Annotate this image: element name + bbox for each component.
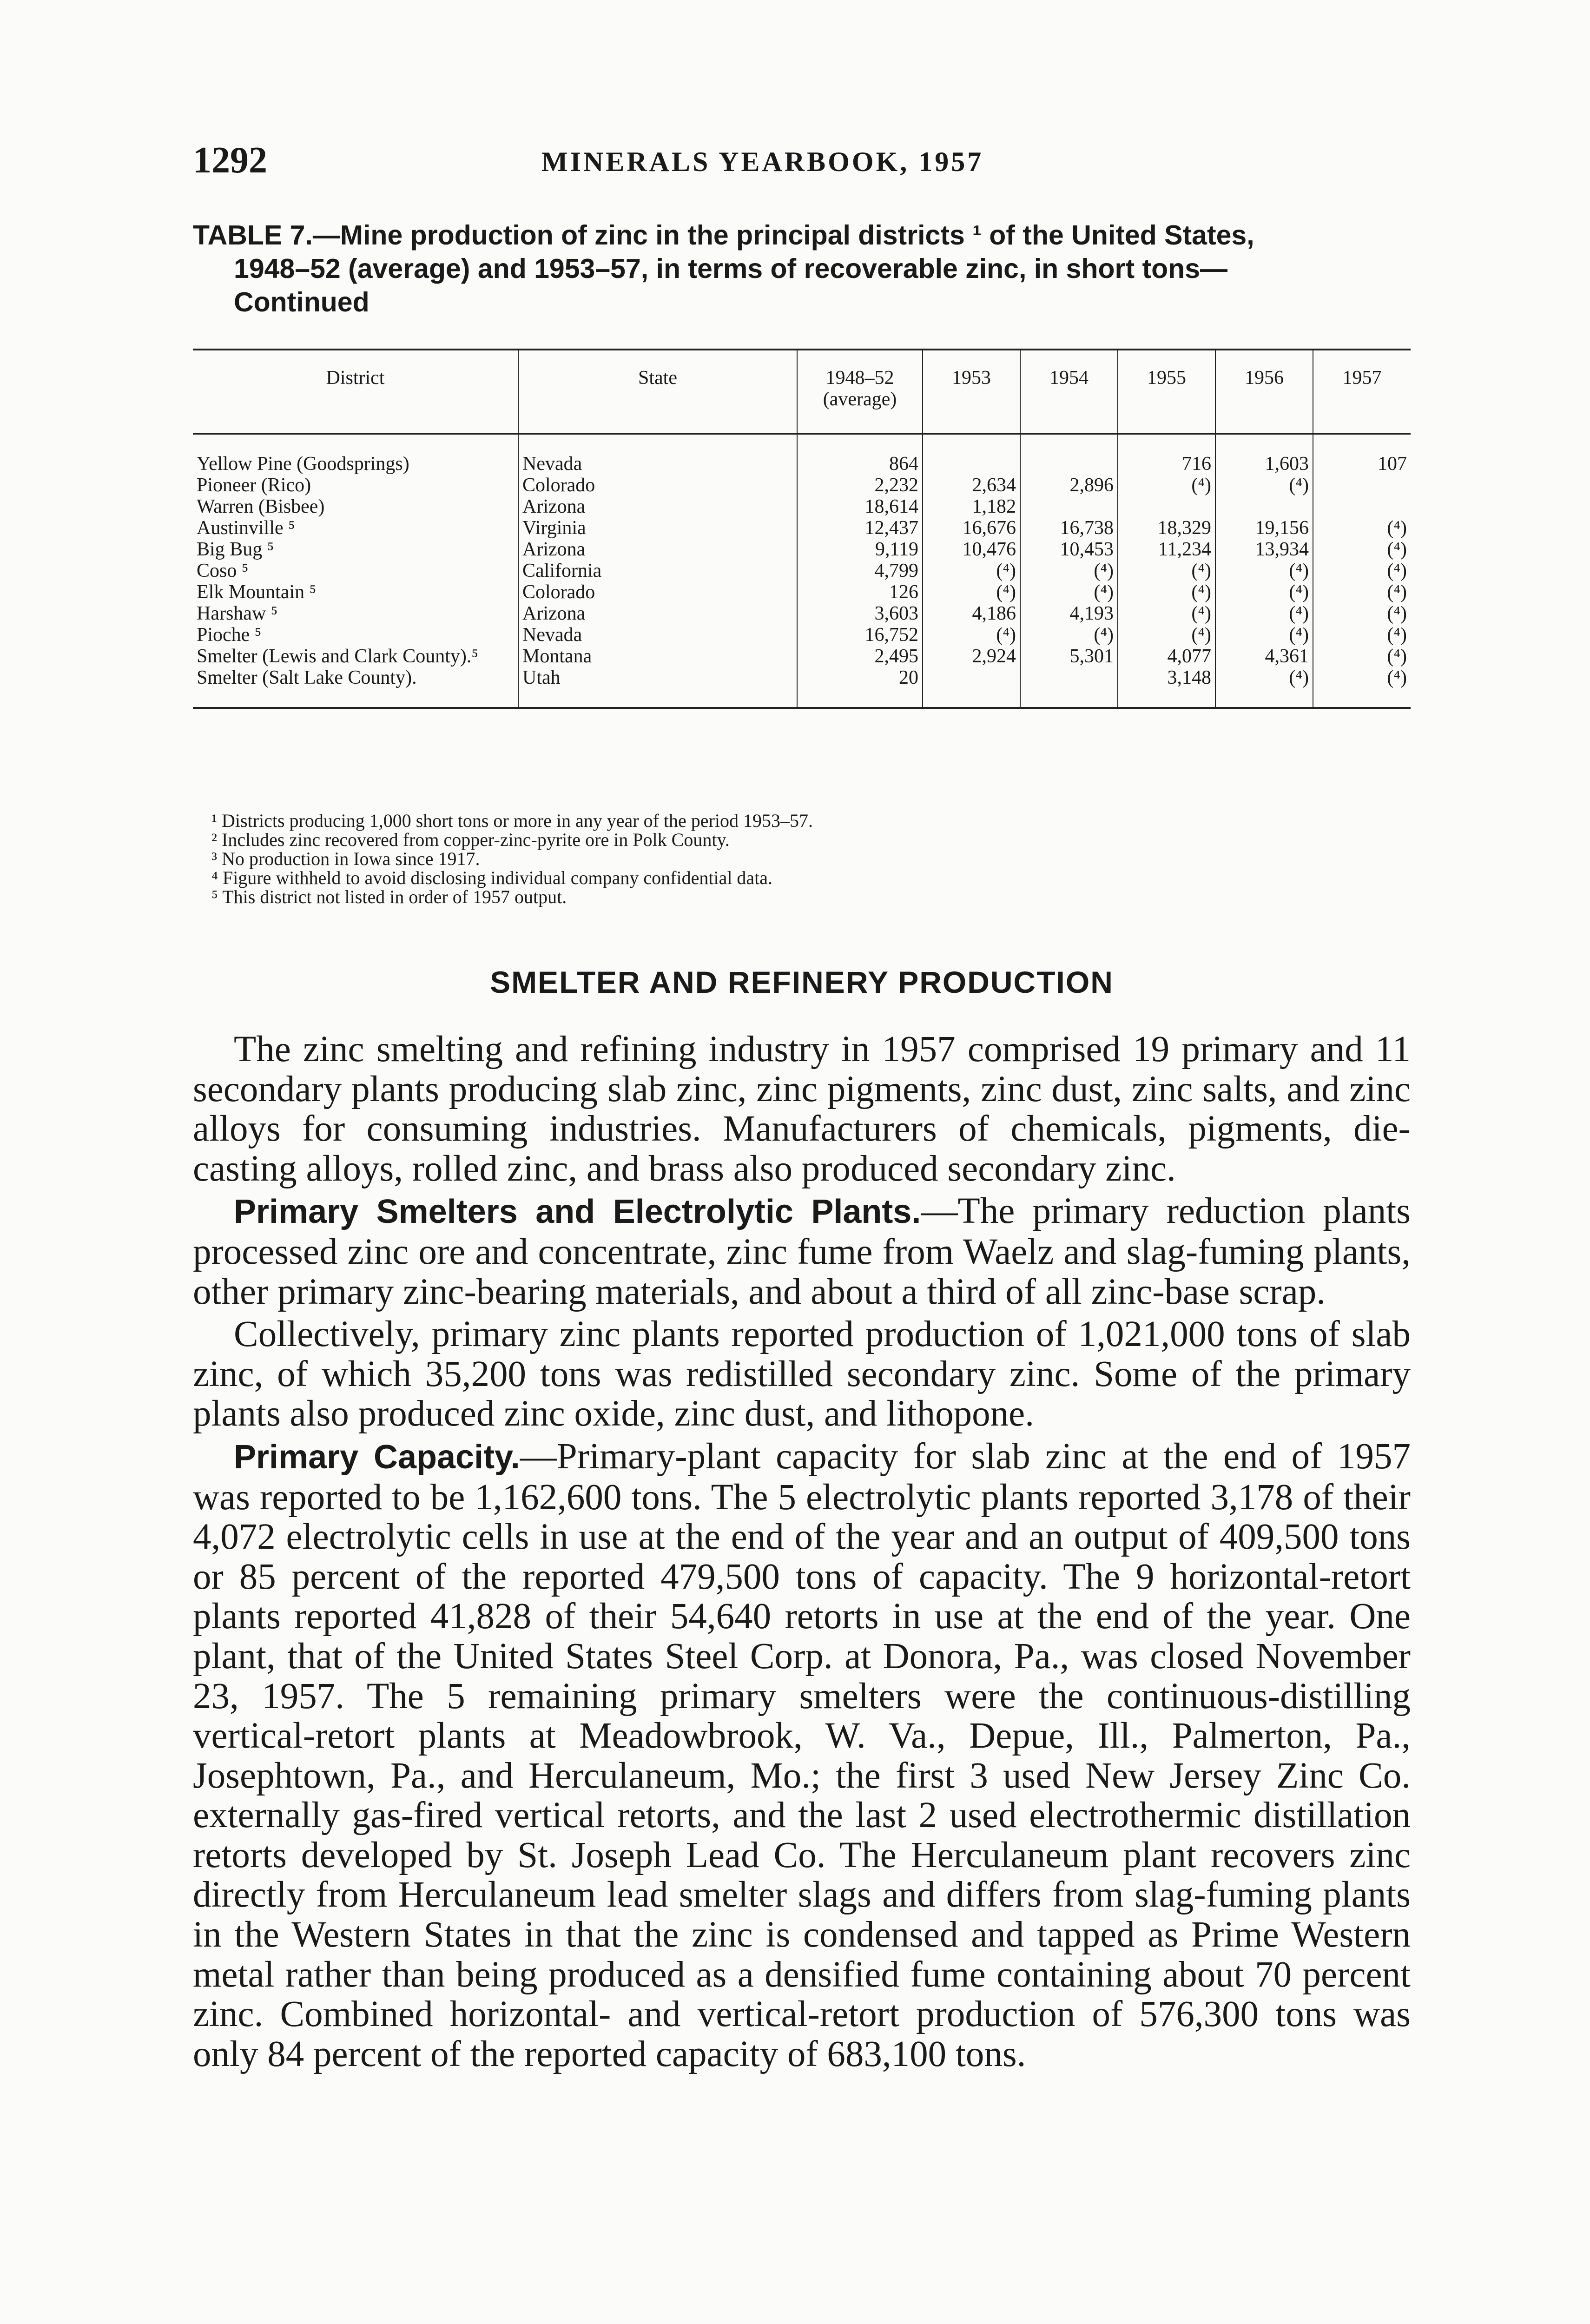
value-cell — [1313, 496, 1411, 517]
paragraph: Collectively, primary zinc plants reported production of 1,021,000 tons of slab zinc, of which 35,200 tons was redistilled secondary zinc. Some of the primary plants also produced zinc oxide, zinc dust, and lithopone. — [193, 1314, 1411, 1434]
value-cell: 16,752 — [797, 624, 923, 646]
value-cell: (⁴) — [1215, 475, 1313, 496]
column-header: 1948–52 (average) — [797, 350, 923, 434]
value-cell: (⁴) — [1313, 539, 1411, 560]
column-header: District — [326, 367, 385, 389]
paragraph — [193, 1191, 1411, 1312]
state-cell: Arizona — [518, 603, 797, 624]
value-cell: 3,603 — [797, 603, 923, 624]
value-cell: (⁴) — [1118, 603, 1215, 624]
value-cell: 16,738 — [1020, 517, 1118, 539]
zinc-production-table — [193, 349, 1411, 709]
district-cell: Pioche ⁵ — [197, 624, 262, 646]
value-cell: (⁴) — [1313, 667, 1411, 708]
value-cell: 16,676 — [923, 517, 1020, 539]
value-cell: 9,119 — [797, 539, 923, 560]
column-header: 1953 — [923, 350, 1020, 434]
state-cell: Arizona — [518, 539, 797, 560]
table-row — [193, 560, 1411, 581]
footnote: ⁴ Figure withheld to avoid disclosing individual company confidential data. — [211, 867, 773, 888]
state-cell: Colorado — [518, 581, 797, 603]
value-cell: 18,614 — [797, 496, 923, 517]
value-cell: (⁴) — [1313, 517, 1411, 539]
value-cell: (⁴) — [1118, 624, 1215, 646]
column-header: State — [518, 350, 797, 434]
value-cell: 126 — [797, 581, 923, 603]
page-header — [193, 139, 1411, 191]
value-cell: (⁴) — [1215, 560, 1313, 581]
value-cell: 4,193 — [1020, 603, 1118, 624]
table-row — [193, 434, 1411, 475]
value-cell: 2,896 — [1020, 475, 1118, 496]
value-cell: (⁴) — [1313, 646, 1411, 667]
column-header: 1954 — [1020, 350, 1118, 434]
value-cell: (⁴) — [1215, 624, 1313, 646]
district-cell: Big Bug ⁵ — [197, 539, 274, 560]
value-cell: 11,234 — [1118, 539, 1215, 560]
value-cell: 18,329 — [1118, 517, 1215, 539]
state-cell: Montana — [518, 646, 797, 667]
value-cell: (⁴) — [1118, 581, 1215, 603]
value-cell: (⁴) — [1020, 624, 1118, 646]
value-cell: (⁴) — [1313, 581, 1411, 603]
value-cell — [923, 667, 1020, 708]
value-cell: 10,453 — [1020, 539, 1118, 560]
value-cell: (⁴) — [1215, 603, 1313, 624]
value-cell: 716 — [1118, 434, 1215, 475]
value-cell: (⁴) — [923, 560, 1020, 581]
table-row — [193, 581, 1411, 603]
table-row — [193, 539, 1411, 560]
value-cell — [1020, 496, 1118, 517]
value-cell: 20 — [797, 667, 923, 708]
value-cell: 864 — [797, 434, 923, 475]
table-body — [193, 434, 1411, 708]
state-cell: Utah — [518, 667, 797, 708]
table-caption-line-1: TABLE 7.—Mine production of zinc in the principal districts ¹ of the United States, — [193, 220, 1254, 251]
value-cell: 13,934 — [1215, 539, 1313, 560]
table-row — [193, 603, 1411, 624]
value-cell: 4,361 — [1215, 646, 1313, 667]
district-cell: Yellow Pine (Goodsprings) — [197, 453, 409, 475]
table-header-row — [193, 350, 1411, 434]
state-cell: Colorado — [518, 475, 797, 496]
value-cell: 2,232 — [797, 475, 923, 496]
table-caption-line-2: 1948–52 (average) and 1953–57, in terms of recoverable zinc, in short tons— — [234, 253, 1228, 284]
paragraph: The zinc smelting and refining industry in 1957 comprised 19 primary and 11 secondary plants producing slab zinc, zinc pigments, zinc dust, zinc salts, and zinc alloys for consuming industries. Manufacturers of chemicals, pigments, die-casting alloys, rolled zinc, and brass also produced secondary zinc. — [193, 1029, 1411, 1189]
table-caption-line-3: Continued — [234, 287, 369, 317]
running-head: MINERALS YEARBOOK, 1957 — [541, 146, 984, 177]
table-row — [193, 475, 1411, 496]
table-row — [193, 624, 1411, 646]
value-cell: (⁴) — [1215, 581, 1313, 603]
value-cell: (⁴) — [1020, 581, 1118, 603]
value-cell: (⁴) — [1118, 475, 1215, 496]
value-cell: (⁴) — [1313, 560, 1411, 581]
value-cell: 4,077 — [1118, 646, 1215, 667]
footnote: ² Includes zinc recovered from copper-zinc-pyrite ore in Polk County. — [211, 829, 730, 850]
table-row — [193, 646, 1411, 667]
paragraph-text: —The primary reduction plants processed zinc ore and concentrate, zinc fume from Waelz and slag-fuming plants, other primary zinc-bearing materials, and about a third of all zinc-base scrap. — [193, 1191, 1411, 1312]
table-row — [193, 517, 1411, 539]
district-cell: Elk Mountain ⁵ — [197, 581, 317, 603]
table-row — [193, 667, 1411, 708]
value-cell: (⁴) — [1118, 560, 1215, 581]
district-cell: Harshaw ⁵ — [197, 603, 278, 624]
value-cell: 5,301 — [1020, 646, 1118, 667]
value-cell: 4,186 — [923, 603, 1020, 624]
value-cell — [1020, 667, 1118, 708]
value-cell — [1118, 496, 1215, 517]
district-cell: Coso ⁵ — [197, 560, 249, 581]
state-cell: Nevada — [518, 434, 797, 475]
table-row — [193, 496, 1411, 517]
value-cell: (⁴) — [1020, 560, 1118, 581]
value-cell: 3,148 — [1118, 667, 1215, 708]
column-header: 1955 — [1118, 350, 1215, 434]
value-cell: (⁴) — [1215, 667, 1313, 708]
body-text — [193, 1030, 1411, 2077]
value-cell: 2,495 — [797, 646, 923, 667]
value-cell: (⁴) — [923, 581, 1020, 603]
value-cell: (⁴) — [1313, 624, 1411, 646]
value-cell: 1,603 — [1215, 434, 1313, 475]
value-cell: 2,924 — [923, 646, 1020, 667]
section-title: SMELTER AND REFINERY PRODUCTION — [490, 965, 1114, 999]
value-cell: 12,437 — [797, 517, 923, 539]
value-cell — [1313, 475, 1411, 496]
value-cell — [923, 434, 1020, 475]
footnote: ⁵ This district not listed in order of 1957 output. — [211, 886, 567, 907]
value-cell: 4,799 — [797, 560, 923, 581]
district-cell: Smelter (Lewis and Clark County).⁵ — [197, 646, 479, 667]
district-cell: Smelter (Salt Lake County). — [197, 667, 417, 688]
page-number: 1292 — [193, 140, 267, 181]
district-cell: Warren (Bisbee) — [197, 496, 325, 517]
value-cell: 10,476 — [923, 539, 1020, 560]
value-cell: 107 — [1313, 434, 1411, 475]
column-header: 1957 — [1313, 350, 1411, 434]
footnote: ¹ Districts producing 1,000 short tons or more in any year of the period 1953–57. — [211, 810, 813, 831]
paragraph — [193, 1437, 1411, 2074]
state-cell: California — [518, 560, 797, 581]
value-cell: 1,182 — [923, 496, 1020, 517]
district-cell: Austinville ⁵ — [197, 517, 295, 539]
footnote: ³ No production in Iowa since 1917. — [211, 848, 480, 869]
district-cell: Pioneer (Rico) — [197, 475, 311, 496]
value-cell — [1215, 496, 1313, 517]
value-cell: (⁴) — [1313, 603, 1411, 624]
value-cell: (⁴) — [923, 624, 1020, 646]
table-caption — [193, 218, 1411, 319]
paragraph-lead: Primary Smelters and Electrolytic Plants. — [234, 1193, 921, 1231]
state-cell: Virginia — [518, 517, 797, 539]
value-cell: 2,634 — [923, 475, 1020, 496]
state-cell: Arizona — [518, 496, 797, 517]
paragraph-lead: Primary Capacity. — [234, 1438, 520, 1476]
state-cell: Nevada — [518, 624, 797, 646]
value-cell: 19,156 — [1215, 517, 1313, 539]
table-footnotes — [211, 811, 1411, 906]
paragraph-text: —Primary-plant capacity for slab zinc at the end of 1957 was reported to be 1,162,600 tons. The 5 electrolytic plants reported 3,178 of their 4,072 electrolytic cells in use at the end of the year and an output of 409,500 tons or 85 percent of the reported 479,500 tons of capacity. The 9 horizontal-retort plants reported 41,828 of their 54,640 retorts in use at the end of the year. One plant, that of the United States Steel Corp. at Donora, Pa., was closed November 23, 1957. The 5 remaining primary smelters were the continuous-distilling vertical-retort plants at Meadowbrook, W. Va., Depue, Ill., Palmerton, Pa., Josephtown, Pa., and Herculaneum, Mo.; the first 3 used New Jersey Zinc Co. externally gas-fired vertical retorts, and the last 2 used electrothermic distillation retorts developed by St. Joseph Lead Co. The Herculaneum plant recovers zinc directly from Herculaneum lead smelter slags and differs from slag-fuming plants in the Western States in that the zinc is condensed and tapped as Prime Western metal rather than being produced as a densified fume containing about 70 percent zinc. Combined horizontal- and vertical-retort production of 576,300 tons was only 84 percent of the reported capacity of 683,100 tons. — [193, 1436, 1411, 2074]
column-header: 1956 — [1215, 350, 1313, 434]
value-cell — [1020, 434, 1118, 475]
